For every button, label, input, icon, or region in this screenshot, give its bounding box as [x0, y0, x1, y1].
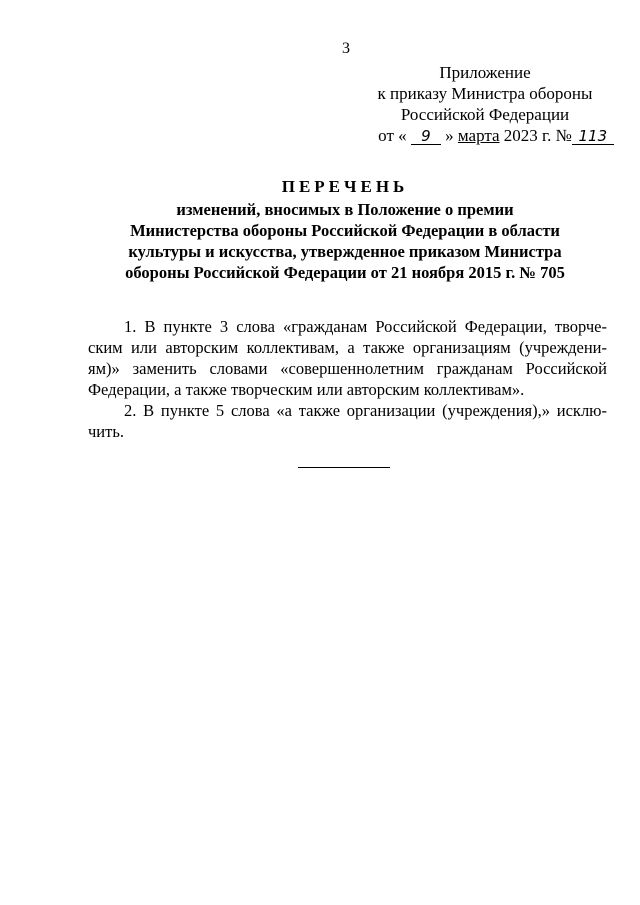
subtitle-line-1: изменений, вносимых в Положение о премии [176, 200, 514, 219]
handwritten-day: 9 [411, 128, 441, 145]
date-year: 2023 г. № [503, 126, 572, 145]
date-prefix: от « [378, 126, 407, 145]
item-1-line-1: 1. В пункте 3 слова «гражданам Российской Федерации, творче- [124, 317, 607, 336]
subtitle-line-3: культуры и искусства, утвержденное приказом Министра [128, 242, 562, 261]
appendix-date-line [340, 125, 630, 146]
date-month: марта [457, 126, 500, 145]
item-2-line-1: 2. В пункте 5 слова «а также организации (учреждения),» исклю- [124, 401, 607, 420]
list-item [88, 400, 607, 442]
subtitle-line-4: обороны Российской Федерации от 21 ноября 2015 г. № 705 [125, 263, 565, 282]
document-subtitle [80, 199, 610, 283]
document-title: ПЕРЕЧЕНЬ [281, 177, 409, 196]
item-1-line-4: Федерации, а также творческим или авторским коллективам». [88, 380, 525, 399]
appendix-label: Приложение [439, 63, 531, 82]
list-item [88, 316, 607, 400]
item-2-line-2: чить. [88, 422, 124, 441]
appendix-federation: Российской Федерации [400, 105, 570, 124]
item-1-line-2: ским или авторским коллективам, а также организациям (учреждени- [88, 338, 607, 357]
item-1-line-3: ям)» заменить словами «совершеннолетним гражданам Российской [88, 359, 607, 378]
document-heading [80, 176, 610, 283]
subtitle-line-2: Министерства обороны Российской Федерации в области [130, 221, 560, 240]
closing-separator-line [298, 467, 390, 468]
document-body [88, 316, 607, 442]
appendix-header [340, 62, 630, 146]
date-quote-close: » [445, 126, 454, 145]
page-number: 3 [342, 40, 350, 57]
appendix-order-ref: к приказу Министра обороны [377, 84, 593, 103]
handwritten-order-number: 113 [572, 128, 614, 145]
